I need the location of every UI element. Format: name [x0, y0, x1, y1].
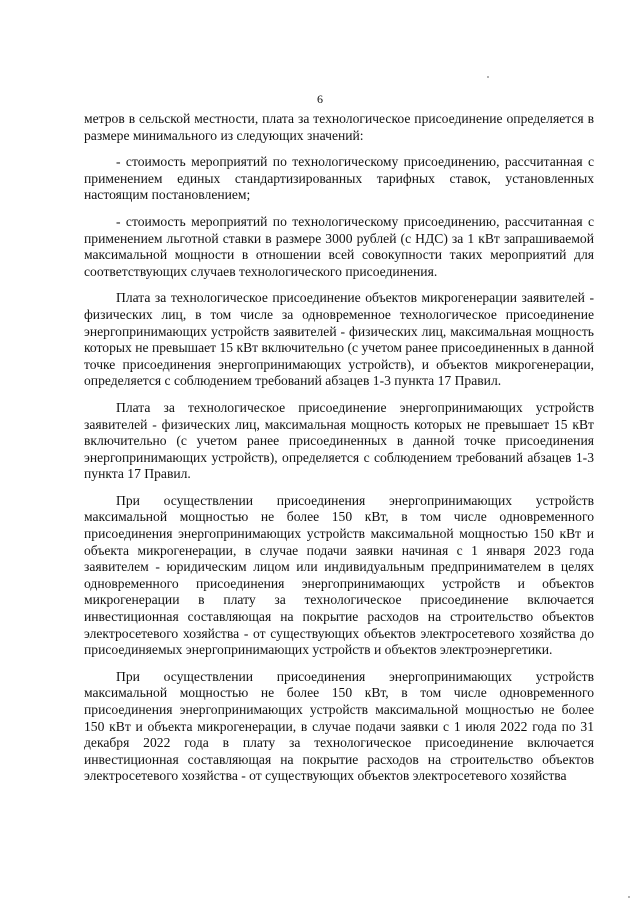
scan-speck — [487, 76, 489, 78]
paragraph-individuals-fee: Плата за технологическое присоединение энергопринимающих устройств заявителей - физических лиц, максимальная мощность которых не превышает 15 кВт включительно (с учетом ранее присоединенных в данной точке присоединения энергопринимающих устройств), определяется с соблюдением требований абзацев 1-3 пункта 17 Правил. — [84, 399, 594, 482]
paragraph-list-item-1: - стоимость мероприятий по технологическому присоединению, рассчитанная с применением единых стандартизированных тарифных ставок, установленных настоящим постановлением; — [84, 154, 594, 203]
document-body — [84, 111, 594, 795]
paragraph-from-2023: При осуществлении присоединения энергопринимающих устройств максимальной мощностью не более 150 кВт, в том числе одновременного присоединения энергопринимающих устройств максимальной мощностью 150 кВт и объекта микрогенерации, в случае подачи заявки начиная с 1 января 2023 года заявителем - юридическим лицом или индивидуальным предпринимателем в целях одновременного присоединения энергопринимающих устройств и объектов микрогенерации в плату за технологическое присоединение включается инвестиционная составляющая на покрытие расходов на строительство объектов электросетевого хозяйства - от существующих объектов электросетевого хозяйства до присоединяемых энергопринимающих устройств и объектов электроэнергетики. — [84, 492, 594, 658]
scan-speck — [628, 896, 630, 898]
page-number: 6 — [317, 92, 323, 106]
paragraph-microgeneration-fee: Плата за технологическое присоединение объектов микрогенерации заявителей - физических лиц, в том числе за одновременное технологическое присоединение энергопринимающих устройств заявителей - физических лиц, максимальная мощность которых не превышает 15 кВт включительно (с учетом ранее присоединенных в данной точке присоединения энергопринимающих устройств), и объектов микрогенерации, определяется с соблюдением требований абзацев 1-3 пункта 17 Правил. — [84, 290, 594, 389]
paragraph-continuation: метров в сельской местности, плата за технологическое присоединение определяется в размере минимального из следующих значений: — [84, 111, 594, 143]
paragraph-2022-period: При осуществлении присоединения энергопринимающих устройств максимальной мощностью не более 150 кВт, в том числе одновременного присоединения энергопринимающих устройств максимальной мощностью не более 150 кВт и объекта микрогенерации, в случае подачи заявки с 1 июля 2022 года по 31 декабря 2022 года в плату за технологическое присоединение включается инвестиционная составляющая на покрытие расходов на строительство объектов электросетевого хозяйства - от существующих объектов электросетевого хозяйства — [84, 668, 594, 784]
paragraph-list-item-2: - стоимость мероприятий по технологическому присоединению, рассчитанная с применением льготной ставки в размере 3000 рублей (с НДС) за 1 кВт запрашиваемой максимальной мощности в отношении всей совокупности таких мероприятий для соответствующих случаев технологического присоединения. — [84, 213, 594, 279]
